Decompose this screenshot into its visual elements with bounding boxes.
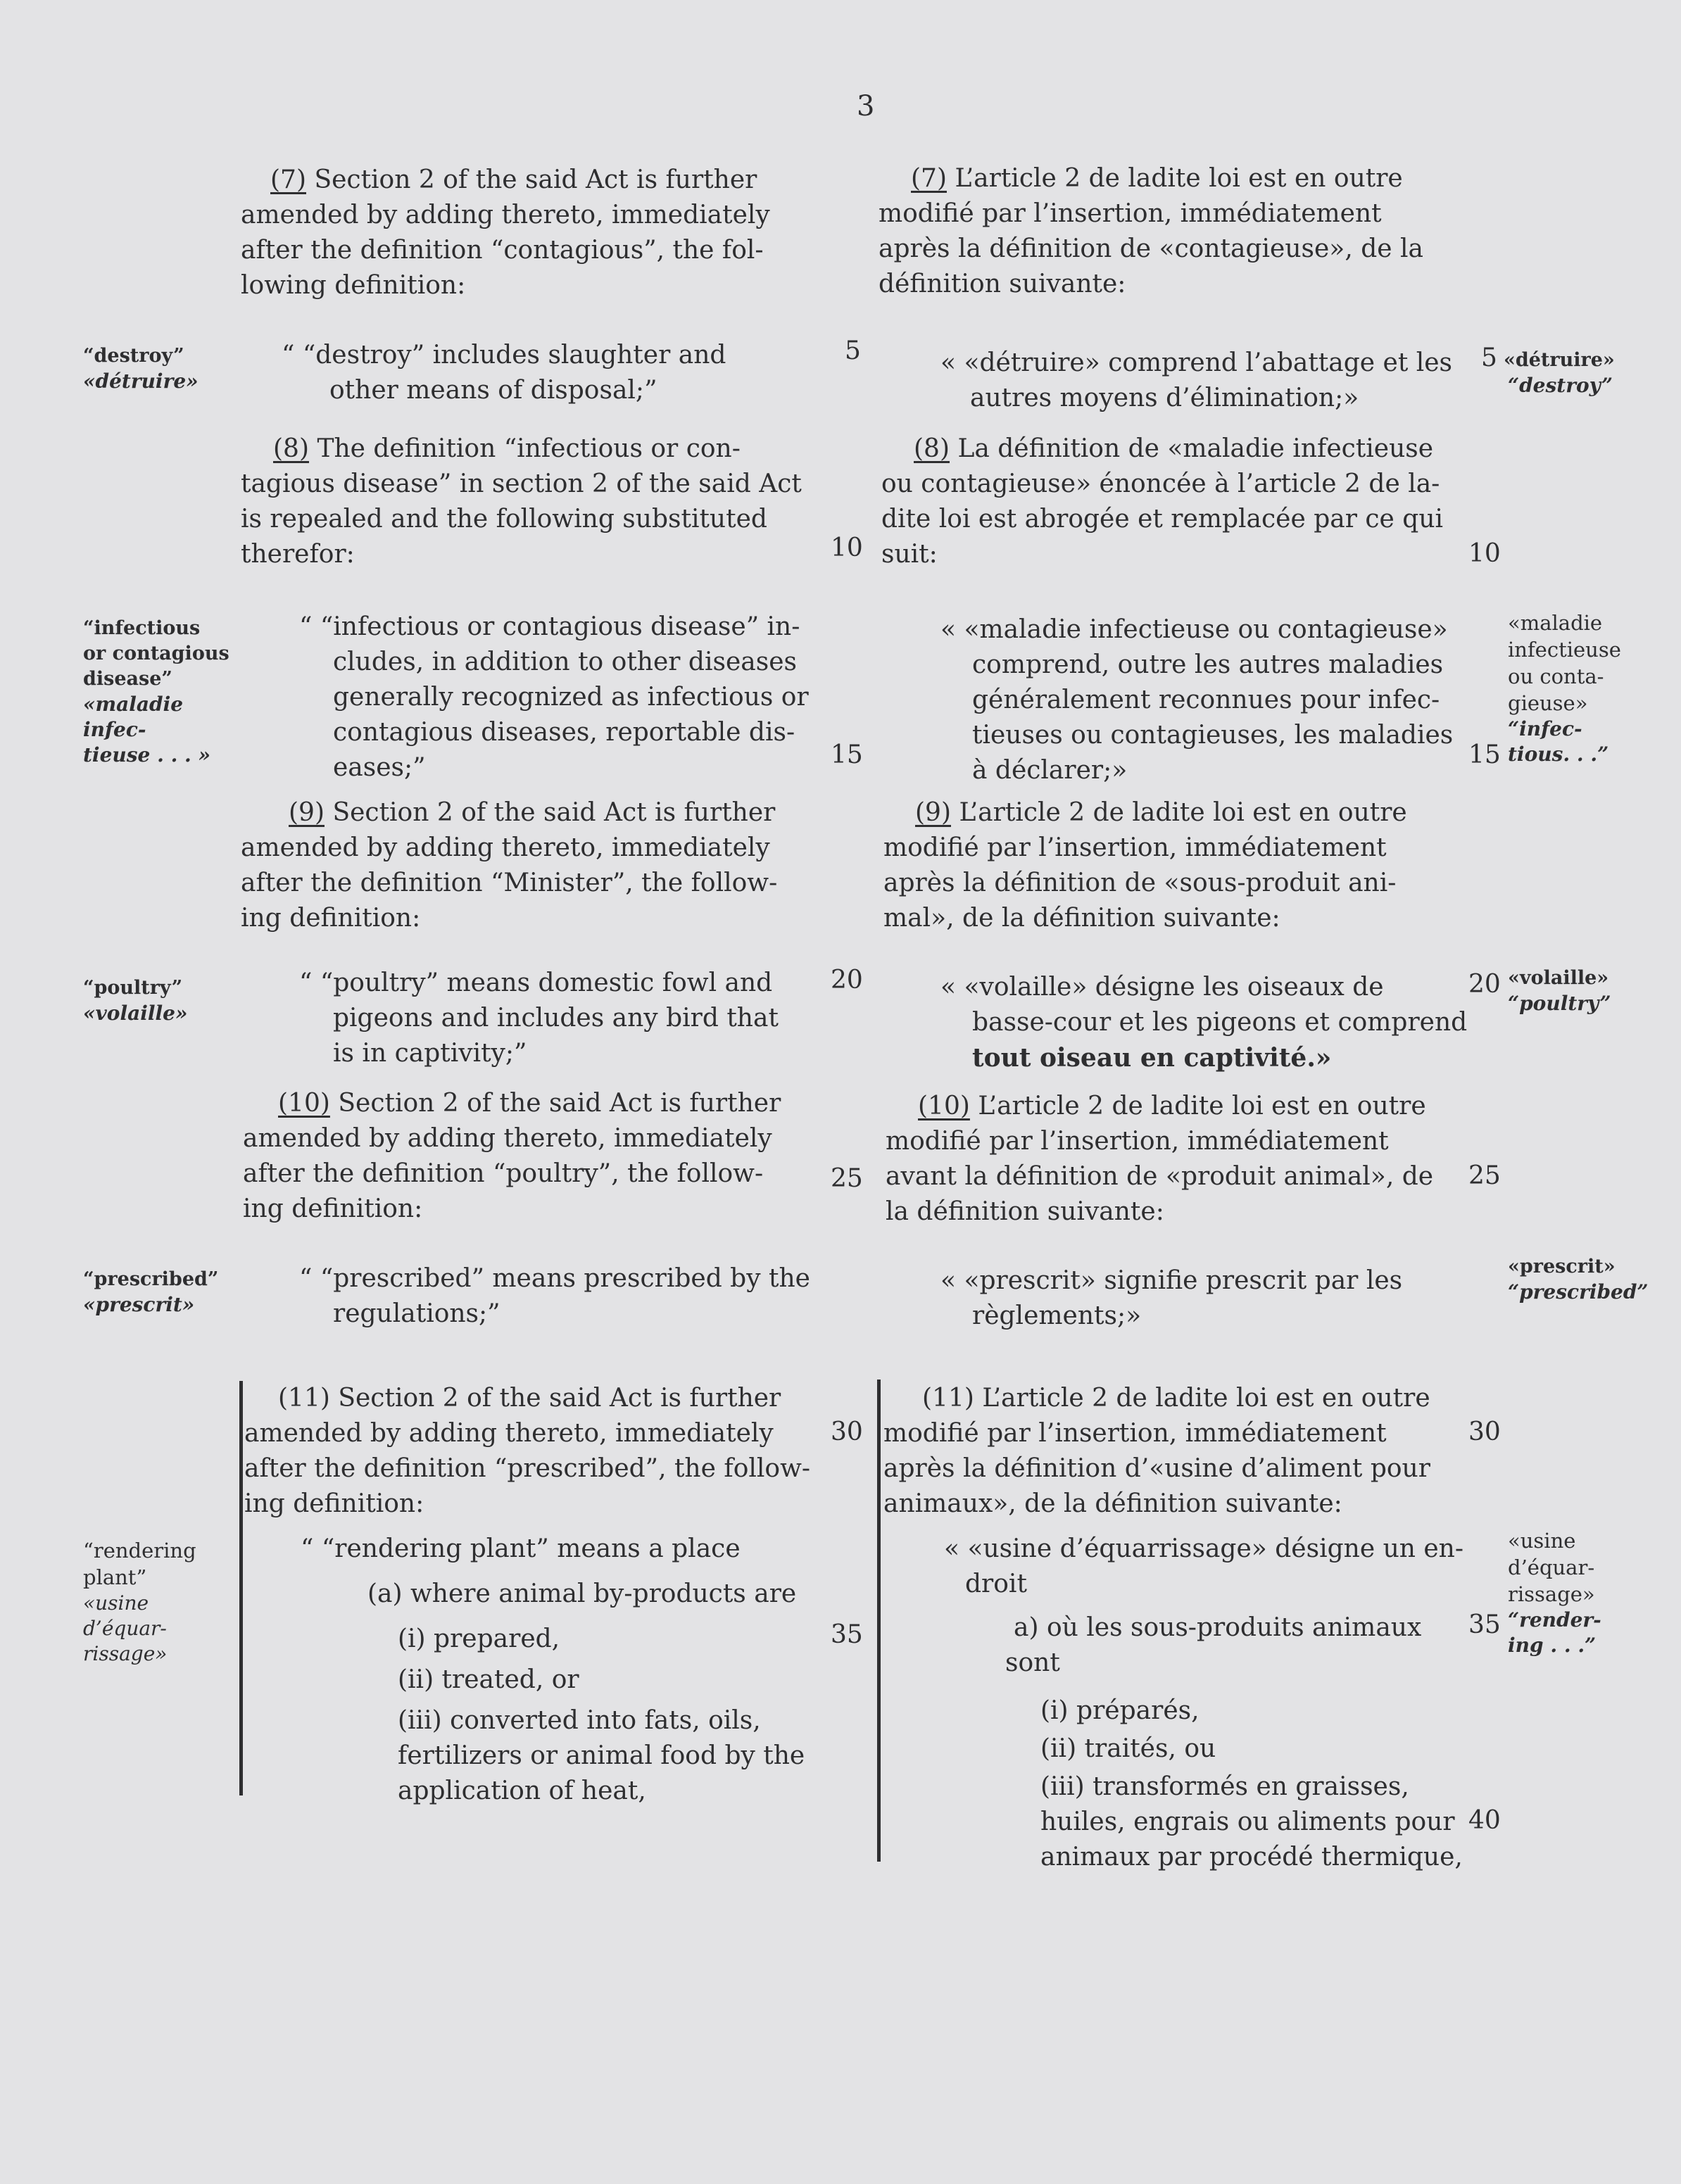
fr-paragraph-7: (7) L’article 2 de ladite loi est en outre modifié par l’insertion, immédiatement après la définition de «contagieuse», de la définition suivante: <box>879 164 1423 298</box>
line-number: 30 <box>1468 1418 1501 1446</box>
fr-para-number: (7) <box>911 164 947 193</box>
en-para-number: (9) <box>289 798 325 827</box>
en-para-number: (8) <box>273 434 309 463</box>
line-number: 5 <box>845 336 861 365</box>
line-number: 30 <box>831 1418 863 1446</box>
en-paragraph-8: (8) The definition “infectious or con- tagious disease” in section 2 of the said Act is repealed and the following substituted therefor: <box>241 434 802 569</box>
margin-note-prescrit: «prescrit» “prescribed” <box>1508 1256 1649 1304</box>
en-para-number: (10) <box>278 1089 330 1118</box>
fr-paragraph-8: (8) La définition de «maladie infectieuse ou contagieuse» énoncée à l’article 2 de la- dite loi est abrogée et remplacée par ce qui suit: <box>881 434 1444 569</box>
line-number: 35 <box>1468 1610 1501 1639</box>
revision-bar <box>239 1381 243 1795</box>
en-item-a: (a) where animal by-products are <box>367 1579 797 1608</box>
margin-note-volaille: «volaille» “poultry” <box>1508 967 1611 1015</box>
fr-definition-prescrit: « «prescrit» signifie prescrit par les règlements;» <box>940 1266 1403 1330</box>
fr-item-a: a) où les sous-produits animaux sont <box>1005 1613 1422 1677</box>
fr-paragraph-10: (10) L’article 2 de ladite loi est en outre modifié par l’insertion, immédiatement avant la définition de «produit animal», de la définition suivante: <box>886 1092 1434 1226</box>
margin-note-poultry: “poultry” «volaille» <box>83 977 188 1025</box>
line-number: 15 <box>1468 740 1501 769</box>
fr-definition-maladie: « «maladie infectieuse ou contagieuse» comprend, outre les autres maladies généralement reconnues pour infec- tieuses ou contagieuses, les maladies à déclarer;» <box>940 615 1454 785</box>
line-number: 10 <box>831 534 863 562</box>
margin-note-destroy: “destroy” «détruire» <box>83 345 199 393</box>
en-definition-destroy: “ “destroy” includes slaughter and other means of disposal;” <box>282 341 726 405</box>
en-paragraph-7: (7) Section 2 of the said Act is further amended by adding thereto, immediately after the definition “contagious”, the fol- lowing definition: <box>241 165 770 300</box>
line-number: 20 <box>1468 970 1501 999</box>
margin-note-rendering: “rendering plant” «usine d’équar- rissage» <box>83 1539 196 1665</box>
en-subitem-iii: (iii) converted into fats, oils, fertilizers or animal food by the application of heat, <box>398 1706 805 1805</box>
margin-note-prescribed: “prescribed” «prescrit» <box>83 1268 219 1316</box>
fr-definition-volaille: « «volaille» désigne les oiseaux de basse-cour et les pigeons et comprend tout oiseau en captivité.» <box>940 973 1468 1073</box>
margin-note-usine: «usine d’équar- rissage» “render- ing . . .” <box>1508 1529 1601 1657</box>
fr-paragraph-9: (9) L’article 2 de ladite loi est en outre modifié par l’insertion, immédiatement après la définition de «sous-produit ani- mal», de la définition suivante: <box>883 798 1407 933</box>
page-number: 3 <box>857 90 875 122</box>
en-paragraph-10: (10) Section 2 of the said Act is further amended by adding thereto, immediately after the definition “poultry”, the follow- ing definition: <box>243 1089 781 1223</box>
fr-paragraph-11: (11) L’article 2 de ladite loi est en outre modifié par l’insertion, immédiatement après la définition d’«usine d’aliment pour animaux», de la définition suivante: <box>883 1384 1430 1518</box>
fr-subitem-i: (i) préparés, <box>1040 1696 1200 1725</box>
en-definition-prescribed: “ “prescribed” means prescribed by the regulations;” <box>299 1264 810 1328</box>
en-definition-rendering: “ “rendering plant” means a place <box>301 1534 741 1563</box>
line-number: 20 <box>831 966 863 995</box>
en-subitem-i: (i) prepared, <box>398 1624 560 1653</box>
en-definition-infectious: “ “infectious or contagious disease” in- cludes, in addition to other diseases generally recognized as infectious or contagious diseases, reportable dis- eases;” <box>299 612 809 782</box>
en-subitem-ii: (ii) treated, or <box>398 1665 579 1694</box>
line-number: 35 <box>831 1620 863 1649</box>
margin-note-maladie: «maladie infectieuse ou conta- gieuse» “infec- tious. . .” <box>1508 611 1621 766</box>
line-number: 5 <box>1481 343 1497 372</box>
line-number: 25 <box>1468 1161 1501 1190</box>
en-para-number: (7) <box>270 165 306 194</box>
fr-subitem-iii: (iii) transformés en graisses, huiles, engrais ou aliments pour animaux par procédé thermique, <box>1040 1772 1463 1871</box>
en-paragraph-11: (11) Section 2 of the said Act is further amended by adding thereto, immediately after the definition “prescribed”, the follow- ing definition: <box>244 1384 811 1518</box>
fr-definition-usine: « «usine d’équarrissage» désigne un en- droit <box>944 1534 1464 1598</box>
fr-subitem-ii: (ii) traités, ou <box>1040 1734 1216 1763</box>
line-number: 25 <box>831 1164 863 1193</box>
en-definition-poultry: “ “poultry” means domestic fowl and pigeons and includes any bird that is in captivity;” <box>299 968 779 1068</box>
en-paragraph-9: (9) Section 2 of the said Act is further amended by adding thereto, immediately after the definition “Minister”, the follow- ing definition: <box>241 798 778 933</box>
line-number: 15 <box>831 740 863 769</box>
fr-para-number: (9) <box>915 798 951 827</box>
margin-note-infectious: “infectious or contagious disease” «maladie infec- tieuse . . . » <box>83 617 229 766</box>
line-number: 10 <box>1468 539 1501 568</box>
line-number: 40 <box>1468 1806 1501 1835</box>
fr-definition-detruire: « «détruire» comprend l’abattage et les autres moyens d’élimination;» <box>940 348 1453 412</box>
fr-para-number: (10) <box>918 1092 970 1121</box>
revision-bar <box>877 1380 881 1862</box>
fr-para-number: (8) <box>914 434 950 463</box>
margin-note-detruire: «détruire» “destroy” <box>1504 349 1615 397</box>
